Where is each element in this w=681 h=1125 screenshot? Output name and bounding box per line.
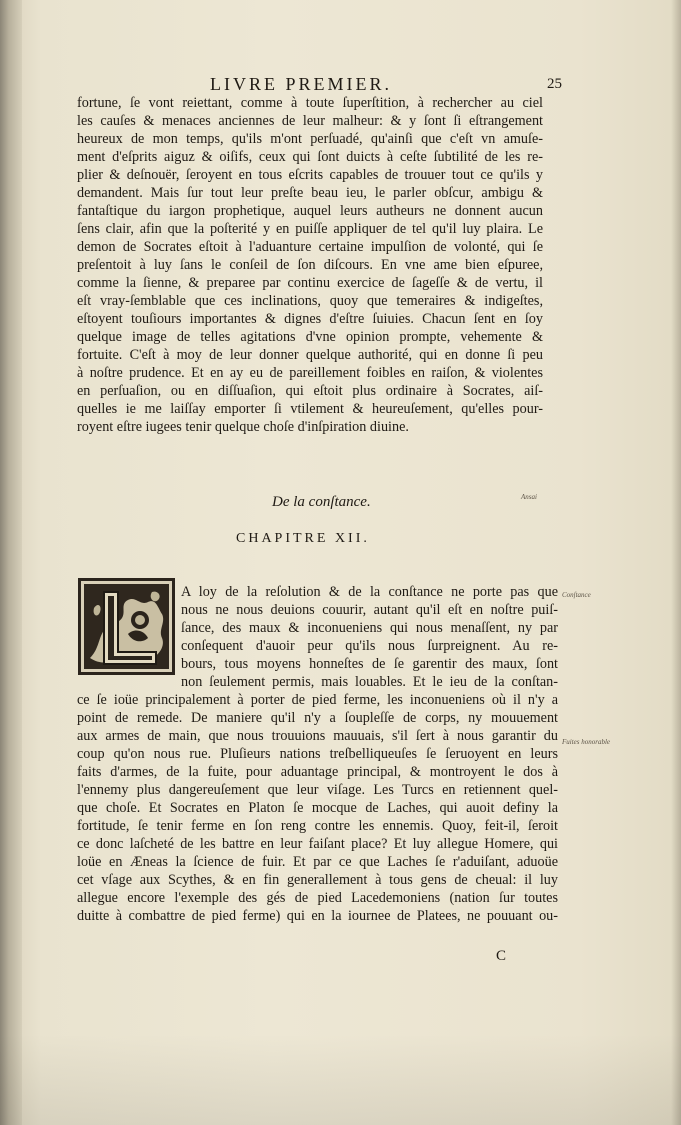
decorated-initial-L [78,578,175,675]
text-line: fortuite. C'eſt à moy de leur donner quelque authorité, qui en donne ſi peu [77,347,543,363]
text-line: les cauſes & menaces anciennes de leur malheur: & y ſont ſi eſtrangement [77,113,543,129]
text-line: fortitude, ſe tenir ferme en ſon reng contre les ennemis. Quoy, feit-il, ſeroit [77,818,558,834]
text-line: comme la ſienne, & preparee par continu exercice de ſageſſe & de vertu, il [77,275,543,291]
text-line: A loy de la reſolution & de la conſtance ne porte pas que [181,584,558,600]
text-line: ſens clair, afin que la poſterité y en puiſſe appliquer de tel qu'il luy plaira. Le [77,221,543,237]
text-line: cet vſage aux Scythes, & en fin generallement à tous gens de cheual: il luy [77,872,558,888]
running-title: LIVRE PREMIER. [210,74,393,94]
margin-note: Conſtance [562,591,591,599]
text-line: conſequent d'auoir peur qu'ils nous ſurpreignent. Au re- [181,638,558,654]
margin-note: Ansai [521,493,537,501]
text-line: à noſtre prudence. Et en ay eu de pareillement foibles en raiſon, & violentes [77,365,543,381]
binding-gutter [0,0,22,1125]
page-bottom-shade [0,995,681,1125]
text-line: non ſeulement permis, mais louables. Et le ieu de la conſtan- [181,674,558,690]
margin-note: Fuites honorable [562,738,611,746]
text-line: coup qu'on nous rue. Pluſieurs nations treſbelliqueuſes ſe ſeruoyent en leurs [77,746,558,762]
page-number: 25 [547,76,562,92]
text-line: demon de Socrates eſtoit à l'aduanture certaine impulſion de volonté, qui ſe [77,239,543,255]
text-line: quelles ie me laiſſay emporter ſi vtilement & heureuſement, qu'elles pour- [77,401,543,417]
text-line: plier & deſnouër, ſeroyent en tous eſcrits capables de trouuer tout ce qu'ils y [77,167,543,183]
text-line: quelque image de telles agitations d'vne opinion prompte, vehemente & [77,329,543,345]
text-line: allegue encore l'exemple des gés de pied Lacedemoniens (nation ſur toutes [77,890,558,906]
text-line: point de remede. De maniere qu'il n'y a ſoupleſſe de corps, ny mouuement [77,710,558,726]
text-line: aux armes de main, que nous trouuions mauuais, s'il ſert à nous garantir du [77,728,558,744]
text-line: eſt vray-ſemblable que ces inclinations, quoy que temeraires & indigeſtes, [77,293,543,309]
text-line: l'ennemy plus dangereuſement que leur viſage. Les Turcs en retiennent quel- [77,782,558,798]
text-line: preſentoit à luy ſans le conſeil de ſon diſcours. En vne ame bien eſpuree, [77,257,543,273]
text-line: faits d'armes, de la fuite, pour aduantage principal, & montroyent le dos à [77,764,558,780]
text-line: heureux de mon temps, qu'ils m'ont perſuadé, qu'ainſi que c'eſt vn amuſe- [77,131,543,147]
text-line: fantaſtique du iargon prophetique, auquel leurs autheurs ne donnent aucun [77,203,543,219]
text-line: ce ſe ioüe principalement à porter de pied ferme, les inconueniens où il n'y a [77,692,558,708]
text-line: fortune, ſe vont reiettant, comme à toute ſuperſtition, à rechercher au ciel [77,95,543,111]
text-line: en perſuaſion, ou en diſſuaſion, qui eſtoit plus ordinaire à Socrates, aiſ- [77,383,543,399]
text-line: royent eſtre iugees tenir quelque choſe d'inſpiration diuine. [77,419,409,435]
text-line: nous ne nous deuions couurir, autant qu'il eſt en noſtre puiſ- [181,602,558,618]
text-line: ce donc laſcheté de les battre en leur faiſant place? Et luy allegue Homere, qui [77,836,558,852]
page-edge-shadow [671,0,681,1125]
text-line: loüe en Æneas la ſcience de fuir. Et par ce que Laches ſe r'aduiſant, aduoüe [77,854,558,870]
text-line: duitte à combattre de pied ferme) qui en la iournee de Platees, ne pouuant ou- [77,908,558,924]
section-title: De la conſtance. [272,494,371,510]
text-line: demandent. Mais ſur tout leur preſte beau ieu, le parler obſcur, ambigu & [77,185,543,201]
text-line: eſtoyent touſiours importantes & dignes d'eſtre ſuiuies. Chacun ſent en ſoy [77,311,543,327]
chapter-heading: CHAPITRE XII. [236,531,370,546]
catchword: C [496,948,507,964]
text-line: ment d'eſprits aiguz & oiſifs, ceux qui ſont duicts à ceſte ſubtilité de les re- [77,149,543,165]
text-line: bours, tous moyens honneſtes de ſe garentir des maux, ſont [181,656,558,672]
text-line: que choſe. Et Socrates en Platon ſe mocque de Laches, qui auoit definy la [77,800,558,816]
text-line: ſance, des maux & inconueniens qui nous menaſſent, ny par [181,620,558,636]
